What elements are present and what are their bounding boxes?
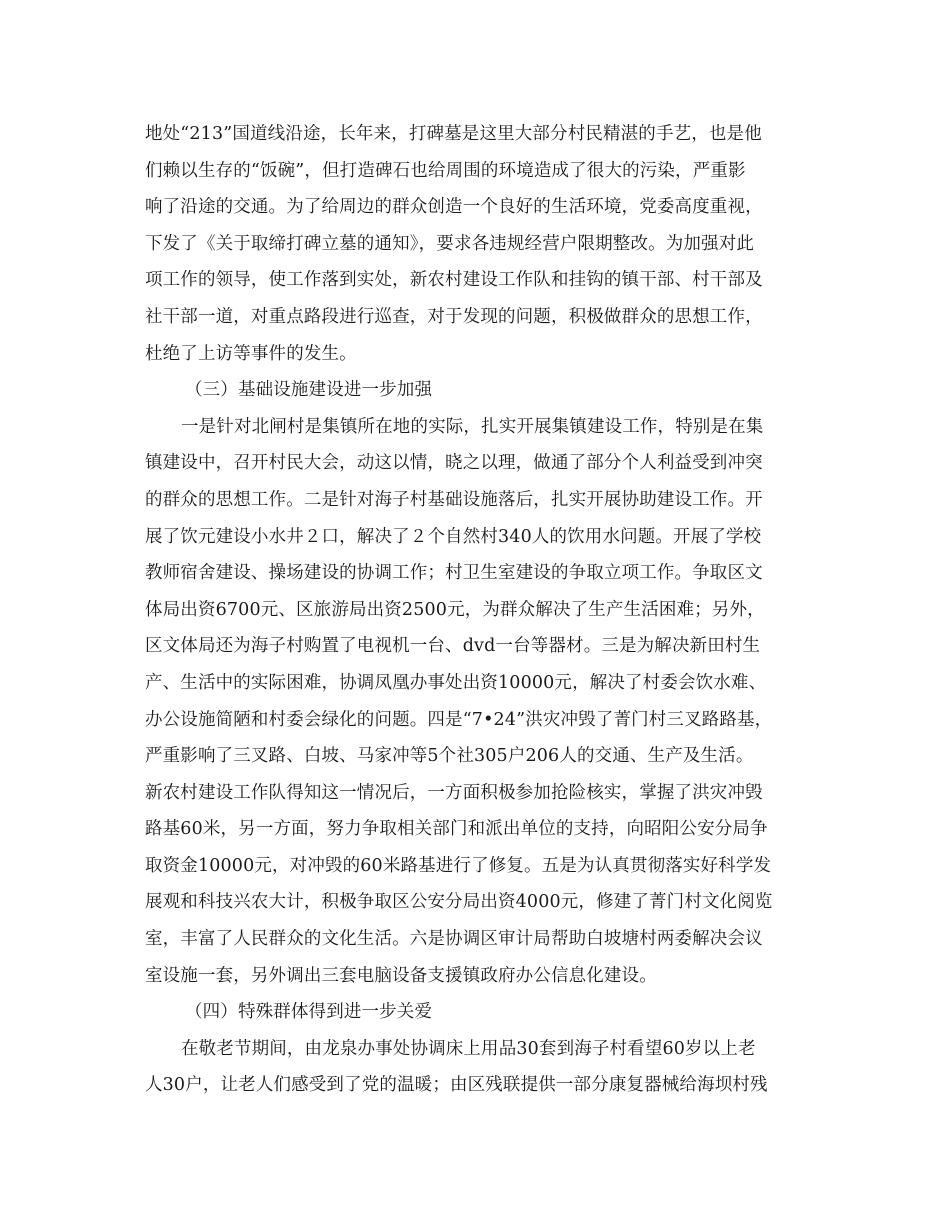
text-line: 区文体局还为海子村购置了电视机一台、dvd一台等器材。三是为解决新田村生 (145, 636, 761, 657)
paragraph-start: 在敬老节期间，由龙泉办事处协调床上用品30套到海子村看望60岁以上老 (181, 1038, 756, 1059)
text-line: 室设施一套，另外调出三套电脑设备支援镇政府办公信息化建设。 (145, 965, 657, 986)
text-line: 展了饮元建设小水井２口，解决了２个自然村340人的饮用水问题。开展了学校 (145, 526, 762, 547)
paragraph-start: 一是针对北闸村是集镇所在地的实际，扎实开展集镇建设工作，特别是在集 (181, 416, 764, 437)
section-heading-4: （四）特殊群体得到进一步关爱 (185, 1002, 433, 1023)
text-line: 地处“213”国道线沿途，长年来，打碑墓是这里大部分村民精湛的手艺，也是他 (145, 124, 762, 144)
text-line: 们赖以生存的“饭碗”，但打造碑石也给周围的环境造成了很大的污染，严重影 (145, 160, 746, 181)
text-line: 新农村建设工作队得知这一情况后，一方面积极参加抢险核实，掌握了洪灾冲毁 (145, 782, 763, 803)
text-line: 产、生活中的实际困难，协调凤凰办事处出资10000元，解决了村委会饮水难、 (145, 672, 767, 693)
text-line: 取资金10000元，对冲毁的60米路基进行了修复。五是为认真贯彻落实好科学发 (145, 855, 772, 876)
text-line: 人30户，让老人们感受到了党的温暖；由区残联提供一部分康复器械给海坝村残 (145, 1075, 768, 1096)
text-line: 镇建设中，召开村民大会，动这以情，晓之以理，做通了部分个人利益受到冲突 (145, 453, 763, 474)
text-line: 社干部一道，对重点路段进行巡查，对于发现的问题，积极做群众的思想工作， (145, 306, 763, 327)
text-line: 杜绝了上访等事件的发生。 (145, 343, 357, 364)
text-line: 严重影响了三叉路、白坡、马家冲等5个社305户206人的交通、生产及生活。 (145, 746, 754, 767)
text-line: 体局出资6700元、区旅游局出资2500元，为群众解决了生产生活困难；另外， (145, 599, 765, 620)
text-line: 响了沿途的交通。为了给周边的群众创造一个良好的生活环境，党委高度重视， (145, 197, 763, 218)
text-line: 展观和科技兴农大计，积极争取区公安分局出资4000元，修建了菁门村文化阅览 (145, 892, 773, 913)
body-text (145, 116, 825, 1104)
text-line: 室，丰富了人民群众的文化生活。六是协调区审计局帮助白坡塘村两委解决会议 (145, 929, 763, 950)
text-line: 的群众的思想工作。二是针对海子村基础设施落后，扎实开展协助建设工作。开 (145, 489, 763, 510)
text-line: 办公设施简陋和村委会绿化的问题。四是“7•24”洪灾冲毁了菁门村三叉路路基， (145, 709, 773, 730)
text-line: 下发了《关于取缔打碑立墓的通知》，要求各违规经营户限期整改。为加强对此 (145, 233, 754, 254)
text-line: 项工作的领导，使工作落到实处，新农村建设工作队和挂钩的镇干部、村干部及 (145, 270, 763, 291)
section-heading-3: （三）基础设施建设进一步加强 (185, 380, 433, 401)
text-line: 教师宿舍建设、操场建设的协调工作；村卫生室建设的争取立项工作。争取区文 (145, 563, 763, 584)
text-line: 路基60米，另一方面，努力争取相关部门和派出单位的支持，向昭阳公安分局争 (145, 819, 768, 840)
